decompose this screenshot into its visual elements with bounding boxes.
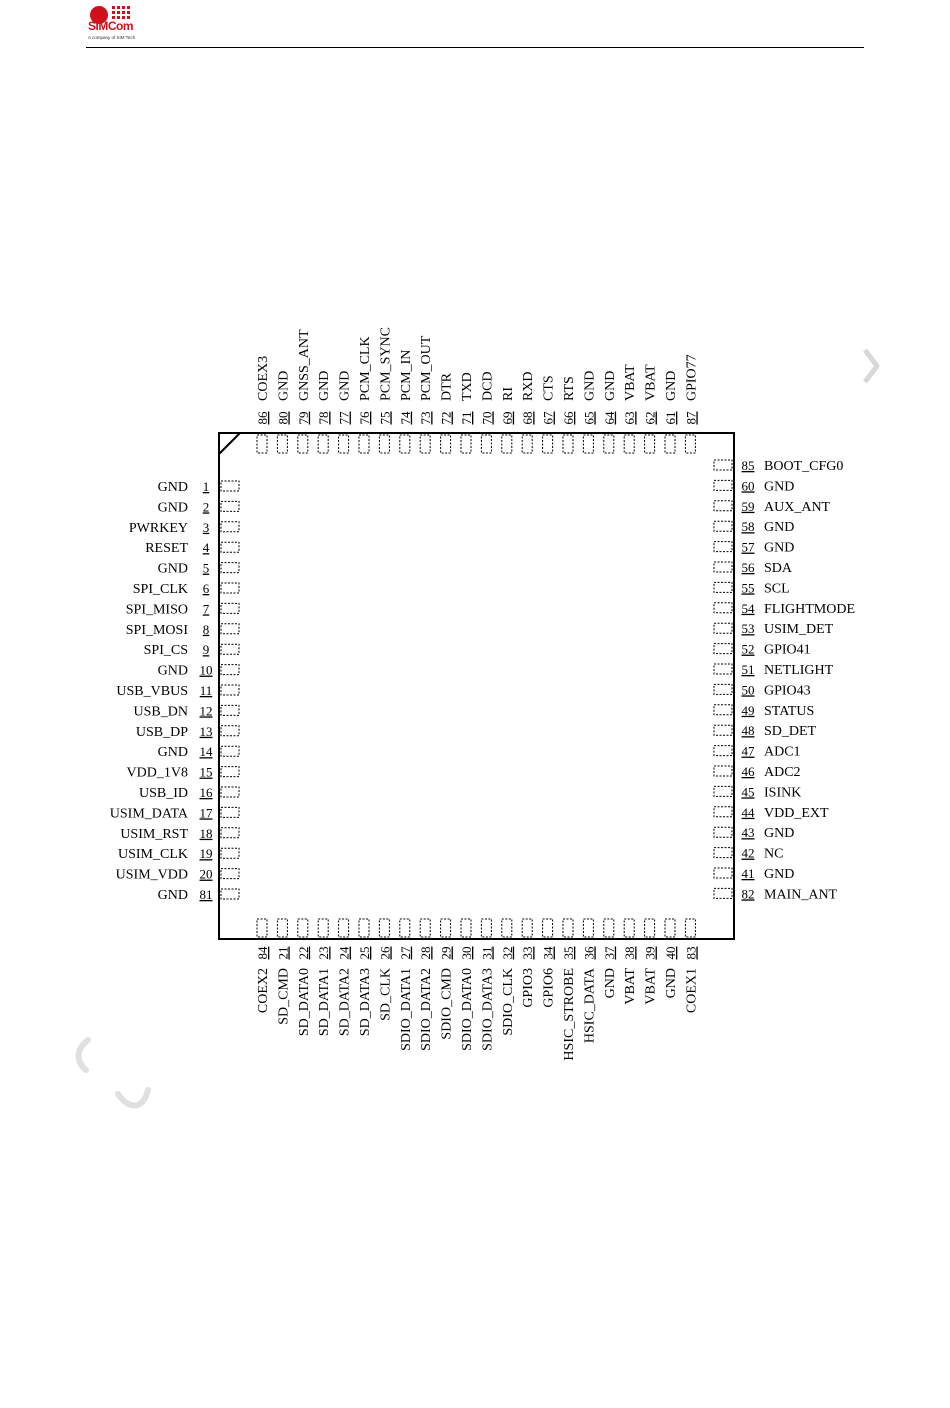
pin-name: GPIO77 bbox=[684, 354, 700, 401]
pin-number: 47 bbox=[741, 743, 755, 759]
pin-name: RTS bbox=[562, 376, 577, 401]
pin-pad bbox=[685, 919, 695, 937]
pin-name: GND bbox=[337, 370, 353, 401]
pin-pad bbox=[583, 919, 593, 937]
pin-pad bbox=[221, 501, 239, 511]
pin-name: GND bbox=[157, 561, 188, 577]
pin-name: VBAT bbox=[643, 364, 659, 401]
pin-number: 63 bbox=[622, 411, 638, 425]
pin-pad bbox=[714, 460, 732, 470]
pin-name: SDIO_CLK bbox=[500, 968, 516, 1036]
pin-name: SD_CLK bbox=[378, 968, 394, 1021]
pin-name: SDIO_DATA2 bbox=[419, 968, 435, 1051]
pin-name: ISINK bbox=[764, 785, 802, 801]
logo-text: SIMCom bbox=[88, 19, 133, 33]
pin-pad bbox=[461, 435, 471, 453]
pin-number: 14 bbox=[199, 744, 213, 760]
pin-name: GND bbox=[582, 370, 598, 401]
pin-number: 79 bbox=[295, 411, 311, 425]
pin-number: 60 bbox=[741, 478, 755, 494]
pin-number: 85 bbox=[741, 458, 755, 473]
pin-pad bbox=[221, 767, 239, 777]
pin-number: 27 bbox=[397, 946, 413, 960]
pin-pad bbox=[522, 435, 532, 453]
pin-number: 56 bbox=[741, 560, 755, 575]
pin-pad bbox=[221, 726, 239, 736]
pin-name: GND bbox=[157, 745, 188, 761]
pin-pad bbox=[714, 684, 732, 694]
pin-pad bbox=[502, 919, 512, 937]
pin-pad bbox=[714, 480, 732, 490]
pin-number: 8 bbox=[202, 621, 210, 637]
pin-name: SDIO_DATA1 bbox=[398, 968, 414, 1051]
pin-number: 74 bbox=[397, 411, 413, 425]
pin-name: USIM_DATA bbox=[109, 806, 188, 822]
pin-pad bbox=[221, 583, 239, 593]
pin-pad bbox=[441, 919, 451, 937]
pin-number: 12 bbox=[199, 703, 213, 719]
pin-pad bbox=[714, 868, 732, 878]
pin-number: 1 bbox=[202, 479, 210, 494]
pin-name: GND bbox=[764, 520, 795, 536]
pin-number: 55 bbox=[741, 580, 755, 596]
pin-name: SPI_CLK bbox=[132, 582, 188, 597]
pin-name: USB_DN bbox=[133, 704, 188, 720]
pin-number: 87 bbox=[683, 411, 699, 425]
pin-number: 54 bbox=[741, 600, 755, 616]
pin-number: 49 bbox=[741, 702, 755, 718]
pin-number: 36 bbox=[581, 946, 597, 960]
pin-pad bbox=[624, 435, 634, 453]
bottom-pins bbox=[255, 919, 699, 1061]
pin-number: 80 bbox=[275, 411, 291, 425]
pin-pad bbox=[221, 685, 239, 695]
module-body bbox=[219, 433, 734, 939]
pin-name: SPI_CS bbox=[143, 643, 188, 659]
pin-name: COEX3 bbox=[256, 355, 271, 401]
pin-pad bbox=[221, 869, 239, 879]
pin-pad bbox=[665, 919, 675, 937]
pin-pad bbox=[481, 919, 491, 937]
pin-pad bbox=[339, 435, 349, 453]
pin-name: CTS bbox=[541, 375, 557, 401]
pin-name: SD_DATA2 bbox=[337, 968, 353, 1037]
pin-pad bbox=[481, 435, 491, 453]
pin-number: 45 bbox=[741, 784, 755, 800]
pin-pad bbox=[583, 435, 593, 453]
pin-number: 42 bbox=[741, 845, 755, 861]
pin-pad bbox=[645, 435, 655, 453]
pin-number: 69 bbox=[499, 411, 515, 425]
pin-name: PWRKEY bbox=[128, 520, 188, 536]
pin-name: TXD bbox=[460, 372, 475, 401]
pin-pad bbox=[221, 624, 239, 634]
pin-name: PCM_OUT bbox=[419, 335, 435, 401]
pin-number: 31 bbox=[479, 946, 495, 960]
pin-number: 5 bbox=[202, 560, 210, 576]
pin-number: 50 bbox=[741, 682, 755, 698]
pin-number: 29 bbox=[438, 946, 454, 960]
pin-pad bbox=[277, 919, 287, 937]
pin-name: SPI_MISO bbox=[125, 602, 188, 618]
pin-pad bbox=[714, 644, 732, 654]
pin-pad bbox=[522, 919, 532, 937]
pin-number: 4 bbox=[202, 540, 210, 556]
pin-name: SPI_MOSI bbox=[125, 622, 188, 638]
pin-name: ADC1 bbox=[764, 744, 801, 760]
pin-name: USIM_CLK bbox=[117, 847, 188, 863]
pin-name: GPIO41 bbox=[764, 642, 811, 658]
pin-pad bbox=[221, 787, 239, 797]
pin-number: 70 bbox=[479, 411, 495, 425]
right-pins bbox=[714, 458, 855, 902]
pin-pad bbox=[714, 705, 732, 715]
pin-number: 53 bbox=[741, 621, 755, 637]
pin-pad bbox=[714, 582, 732, 592]
pin-pad bbox=[665, 435, 675, 453]
pin-name: USIM_DET bbox=[764, 622, 834, 638]
pin-number: 46 bbox=[741, 764, 755, 779]
pin-pad bbox=[221, 563, 239, 573]
pin-pad bbox=[221, 746, 239, 756]
pin-number: 81 bbox=[199, 887, 213, 902]
pin-number: 82 bbox=[741, 886, 755, 902]
pin-name: VBAT bbox=[623, 364, 639, 401]
pin-pad bbox=[420, 919, 430, 937]
pin-name: GND bbox=[764, 826, 795, 842]
pin-name: GND bbox=[664, 370, 679, 401]
pin-number: 2 bbox=[202, 499, 210, 515]
pin-name: GND bbox=[602, 370, 618, 401]
pin-pad bbox=[645, 919, 655, 937]
pin-pad bbox=[221, 603, 239, 613]
pin-number: 33 bbox=[520, 946, 536, 960]
pin-pad bbox=[685, 435, 695, 453]
pin-pad bbox=[714, 603, 732, 613]
pin-pad bbox=[298, 919, 308, 937]
pin-pad bbox=[461, 919, 471, 937]
pin-number: 64 bbox=[601, 411, 617, 425]
pin-number: 83 bbox=[683, 946, 699, 960]
pin-number: 6 bbox=[202, 581, 210, 596]
pin-name: STATUS bbox=[764, 703, 815, 719]
pin-name: GND bbox=[764, 867, 795, 882]
pin-pad bbox=[714, 848, 732, 858]
pin-number: 38 bbox=[622, 946, 638, 960]
pin-pad bbox=[714, 786, 732, 796]
pin-pad bbox=[221, 644, 239, 654]
pin-pad bbox=[714, 623, 732, 633]
pin-number: 73 bbox=[418, 411, 434, 425]
pin-name: GND bbox=[157, 888, 188, 903]
pin-name: SDIO_DATA0 bbox=[460, 968, 475, 1051]
pin-pad bbox=[221, 705, 239, 715]
pin-pad bbox=[339, 919, 349, 937]
pin-number: 71 bbox=[459, 411, 474, 425]
pin-number: 77 bbox=[336, 411, 352, 425]
pin-number: 84 bbox=[255, 946, 270, 960]
pin-name: USB_DP bbox=[135, 724, 188, 740]
pin-pad bbox=[543, 435, 553, 453]
pin-name: GND bbox=[602, 968, 618, 999]
pin-name: GNSS_ANT bbox=[296, 329, 312, 401]
pin-pad bbox=[714, 827, 732, 837]
pin-number: 37 bbox=[601, 946, 617, 960]
pin1-corner-mark bbox=[219, 433, 240, 454]
pin-pad bbox=[359, 919, 369, 937]
pin-pad bbox=[714, 725, 732, 735]
pin-pad bbox=[221, 542, 239, 552]
pin-number: 72 bbox=[438, 411, 454, 425]
pin-name: GND bbox=[764, 540, 795, 556]
pin-name: VDD_1V8 bbox=[126, 765, 188, 781]
pin-name: DTR bbox=[439, 373, 455, 401]
pin-pad bbox=[221, 889, 239, 899]
pin-number: 32 bbox=[499, 946, 515, 960]
pin-name: BOOT_CFG0 bbox=[764, 459, 844, 474]
pin-number: 52 bbox=[741, 641, 755, 657]
pin-pad bbox=[318, 919, 328, 937]
pin-pad bbox=[563, 919, 573, 937]
pin-number: 19 bbox=[199, 846, 213, 862]
pin-name: AUX_ANT bbox=[764, 499, 831, 515]
pin-pad bbox=[543, 919, 553, 937]
pin-number: 44 bbox=[741, 804, 755, 820]
pin-number: 20 bbox=[199, 866, 213, 882]
pin-name: GPIO43 bbox=[764, 683, 811, 699]
pin-number: 58 bbox=[741, 519, 755, 535]
pin-number: 25 bbox=[357, 946, 372, 960]
pin-name: SDA bbox=[764, 561, 793, 576]
pin-number: 34 bbox=[540, 946, 556, 960]
pin-name: GND bbox=[157, 500, 188, 516]
pin-pad bbox=[221, 481, 239, 491]
pin-pad bbox=[502, 435, 512, 453]
pin-pad bbox=[379, 435, 389, 453]
pin-number: 78 bbox=[316, 411, 332, 425]
pin-pad bbox=[441, 435, 451, 453]
pin-number: 59 bbox=[741, 498, 755, 514]
pin-name: SDIO_DATA3 bbox=[480, 968, 496, 1051]
pin-pad bbox=[604, 919, 614, 937]
pin-number: 17 bbox=[199, 805, 213, 821]
pin-pad bbox=[277, 435, 287, 453]
pin-number: 10 bbox=[199, 662, 213, 678]
pin-number: 48 bbox=[741, 723, 755, 739]
pin-number: 66 bbox=[561, 411, 576, 425]
pin-name: RI bbox=[500, 387, 516, 401]
pin-name: GND bbox=[764, 479, 795, 495]
pin-number: 40 bbox=[663, 946, 678, 960]
pin-name: HSIC_STROBE bbox=[562, 968, 577, 1061]
pin-pad bbox=[714, 501, 732, 511]
logo-tagline: A company of SIM Tech bbox=[88, 35, 136, 40]
pin-name: VBAT bbox=[623, 968, 639, 1005]
pin-name: SCL bbox=[764, 581, 790, 597]
pin-name: RESET bbox=[145, 541, 188, 557]
pin-pad bbox=[221, 807, 239, 817]
pin-number: 61 bbox=[663, 411, 678, 425]
pin-number: 86 bbox=[255, 411, 270, 425]
pin-name: PCM_CLK bbox=[358, 336, 373, 401]
pin-pad bbox=[714, 807, 732, 817]
pin-number: 67 bbox=[540, 411, 556, 425]
pin-number: 18 bbox=[199, 825, 213, 841]
pin-name: GPIO3 bbox=[521, 968, 537, 1008]
pin-number: 11 bbox=[199, 683, 213, 698]
pin-number: 62 bbox=[642, 411, 658, 425]
pin-name: VBAT bbox=[643, 968, 659, 1005]
pin-number: 41 bbox=[741, 866, 755, 881]
pin-pad bbox=[714, 746, 732, 756]
pin-name: GND bbox=[157, 663, 188, 679]
pin-name: RXD bbox=[521, 371, 537, 401]
pin-pad bbox=[359, 435, 369, 453]
pin-name: COEX1 bbox=[684, 968, 700, 1014]
pin-name: PCM_IN bbox=[398, 349, 414, 401]
pin-name: GND bbox=[664, 968, 679, 999]
pin-number: 51 bbox=[741, 662, 755, 677]
pin-number: 13 bbox=[199, 723, 213, 739]
pin-pad bbox=[257, 435, 267, 453]
pin-pad bbox=[624, 919, 634, 937]
pin-number: 24 bbox=[336, 946, 352, 960]
top-pins bbox=[255, 327, 699, 453]
pin-pad bbox=[221, 828, 239, 838]
pin-number: 39 bbox=[642, 946, 658, 960]
pin-pad bbox=[714, 562, 732, 572]
pin-name: USB_ID bbox=[138, 786, 188, 801]
pin-number: 15 bbox=[199, 764, 213, 780]
pin-number: 76 bbox=[357, 411, 372, 425]
pin-pad bbox=[420, 435, 430, 453]
pin-pad bbox=[221, 848, 239, 858]
pin-pad bbox=[563, 435, 573, 453]
pin-number: 22 bbox=[295, 946, 311, 960]
pin-pad bbox=[318, 435, 328, 453]
pin-number: 9 bbox=[202, 642, 210, 658]
pin-pad bbox=[714, 521, 732, 531]
pin-pad bbox=[221, 665, 239, 675]
pin-name: FLIGHTMODE bbox=[764, 601, 855, 617]
pin-name: GND bbox=[157, 480, 188, 495]
pin-name: GND bbox=[317, 370, 333, 401]
pin-number: 21 bbox=[275, 946, 291, 960]
pin-number: 3 bbox=[202, 519, 210, 535]
pin-name: USIM_RST bbox=[120, 826, 188, 842]
pin-number: 43 bbox=[741, 825, 755, 841]
pin-name: GND bbox=[276, 370, 292, 401]
pin-name: GPIO6 bbox=[541, 968, 557, 1008]
pin-pad bbox=[714, 664, 732, 674]
pin-name: ADC2 bbox=[764, 765, 801, 780]
pin-name: DCD bbox=[480, 371, 496, 401]
pin-number: 57 bbox=[741, 539, 755, 555]
pin-name: NETLIGHT bbox=[764, 663, 834, 678]
pin-name: USIM_VDD bbox=[115, 867, 188, 883]
pin-pad bbox=[714, 766, 732, 776]
pin-name: NC bbox=[764, 846, 784, 862]
pin-number: 7 bbox=[202, 601, 210, 617]
pin-name: COEX2 bbox=[256, 968, 271, 1014]
pin-pad bbox=[714, 542, 732, 552]
pin-name: HSIC_DATA bbox=[582, 968, 598, 1044]
pin-number: 35 bbox=[561, 946, 576, 960]
pin-number: 30 bbox=[459, 946, 474, 960]
pin-name: MAIN_ANT bbox=[764, 887, 838, 903]
pin-pad bbox=[604, 435, 614, 453]
pin-number: 68 bbox=[520, 411, 536, 425]
pin-pad bbox=[298, 435, 308, 453]
pin-name: SD_DET bbox=[764, 724, 817, 740]
pin-number: 26 bbox=[377, 946, 393, 960]
pin-pad bbox=[379, 919, 389, 937]
pin-name: VDD_EXT bbox=[764, 805, 829, 821]
pin-number: 75 bbox=[377, 411, 393, 425]
pin-pad bbox=[400, 919, 410, 937]
pin-name: SD_DATA1 bbox=[317, 968, 333, 1037]
pin-pad bbox=[257, 919, 267, 937]
pin-name: SD_CMD bbox=[276, 968, 292, 1025]
pin-pad bbox=[714, 888, 732, 898]
pin-number: 65 bbox=[581, 411, 597, 425]
pin-number: 28 bbox=[418, 946, 434, 960]
pin-name: SD_DATA3 bbox=[358, 968, 373, 1037]
pin-name: USB_VBUS bbox=[116, 684, 188, 699]
pin-name: SDIO_CMD bbox=[439, 968, 455, 1040]
pin-name: PCM_SYNC bbox=[378, 327, 394, 401]
pin-name: SD_DATA0 bbox=[296, 968, 312, 1037]
pin-pad bbox=[221, 522, 239, 532]
pin-pad bbox=[400, 435, 410, 453]
pin-number: 23 bbox=[316, 946, 332, 960]
pin-number: 16 bbox=[199, 785, 213, 800]
